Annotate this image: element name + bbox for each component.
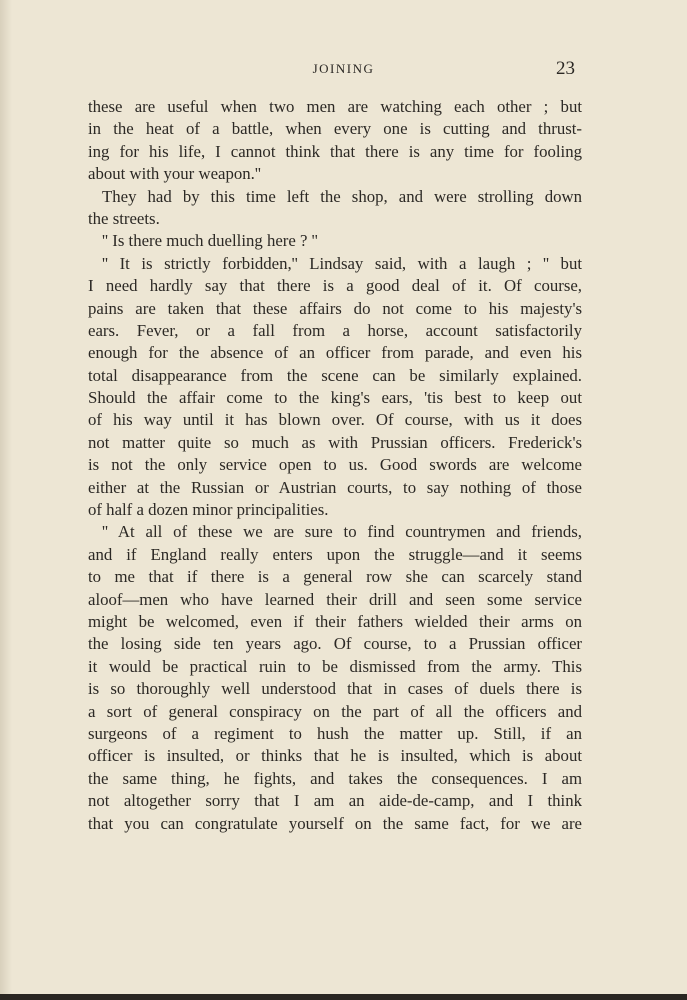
- text-line: ing for his life, I cannot think that there is any time for fooling: [88, 141, 582, 161]
- text-line: officer is insulted, or thinks that he is insulted, which is about: [88, 746, 582, 766]
- text-line: total disappearance from the scene can be similarly explained.: [88, 365, 582, 385]
- chapter-title: JOINING: [312, 61, 375, 76]
- text-line: is not the only service open to us. Good swords are welcome: [88, 455, 582, 475]
- text-line: of half a dozen minor principalities.: [88, 500, 329, 520]
- text-line: They had by this time left the shop, and were strolling down: [102, 186, 582, 206]
- text-line: the losing side ten years ago. Of course, to a Prussian officer: [88, 634, 582, 654]
- page-number: 23: [556, 58, 575, 79]
- text-line: either at the Russian or Austrian courts, to say nothing of those: [88, 477, 582, 497]
- text-line: about with your weapon.'': [88, 164, 261, 184]
- text-line: of his way until it has blown over. Of course, with us it does: [88, 410, 582, 430]
- text-line: to me that if there is a general row she can scarcely stand: [88, 567, 582, 587]
- text-line: a sort of general conspiracy on the part of all the officers and: [88, 701, 582, 721]
- text-line: not altogether sorry that I am an aide-de-camp, and I think: [88, 791, 582, 811]
- text-line: and if England really enters upon the struggle—and it seems: [88, 544, 582, 564]
- text-line: aloof—men who have learned their drill and seen some service: [88, 589, 582, 609]
- text-line: '' Is there much duelling here ? '': [102, 231, 318, 251]
- text-line: in the heat of a battle, when every one is cutting and thrust-: [88, 119, 582, 139]
- page-bottom-edge: [0, 994, 687, 1000]
- text-line: might be welcomed, even if their fathers wielded their arms on: [88, 611, 582, 631]
- text-line: pains are taken that these affairs do not come to his majesty's: [88, 298, 582, 318]
- body-text: [88, 96, 582, 835]
- text-line: enough for the absence of an officer from parade, and even his: [88, 343, 582, 363]
- text-line: ears. Fever, or a fall from a horse, account satisfactorily: [88, 320, 582, 340]
- text-line: these are useful when two men are watching each other ; but: [88, 97, 582, 116]
- text-line: is so thoroughly well understood that in cases of duels there is: [88, 679, 582, 699]
- text-line: it would be practical ruin to be dismissed from the army. This: [88, 656, 582, 676]
- text-line: that you can congratulate yourself on the same fact, for we are: [88, 813, 582, 833]
- text-line: surgeons of a regiment to hush the matter up. Still, if an: [88, 723, 582, 743]
- text-line: the same thing, he fights, and takes the consequences. I am: [88, 768, 582, 788]
- text-line: '' At all of these we are sure to find countrymen and friends,: [102, 522, 582, 542]
- text-line: Should the affair come to the king's ears, 'tis best to keep out: [88, 388, 582, 408]
- running-head: [0, 58, 687, 84]
- text-line: '' It is strictly forbidden,'' Lindsay said, with a laugh ; '' but: [102, 253, 582, 273]
- text-line: not matter quite so much as with Prussian officers. Frederick's: [88, 432, 582, 452]
- text-line: I need hardly say that there is a good deal of it. Of course,: [88, 276, 582, 296]
- page-gutter-shadow: [0, 0, 12, 1000]
- text-line: the streets.: [88, 208, 160, 228]
